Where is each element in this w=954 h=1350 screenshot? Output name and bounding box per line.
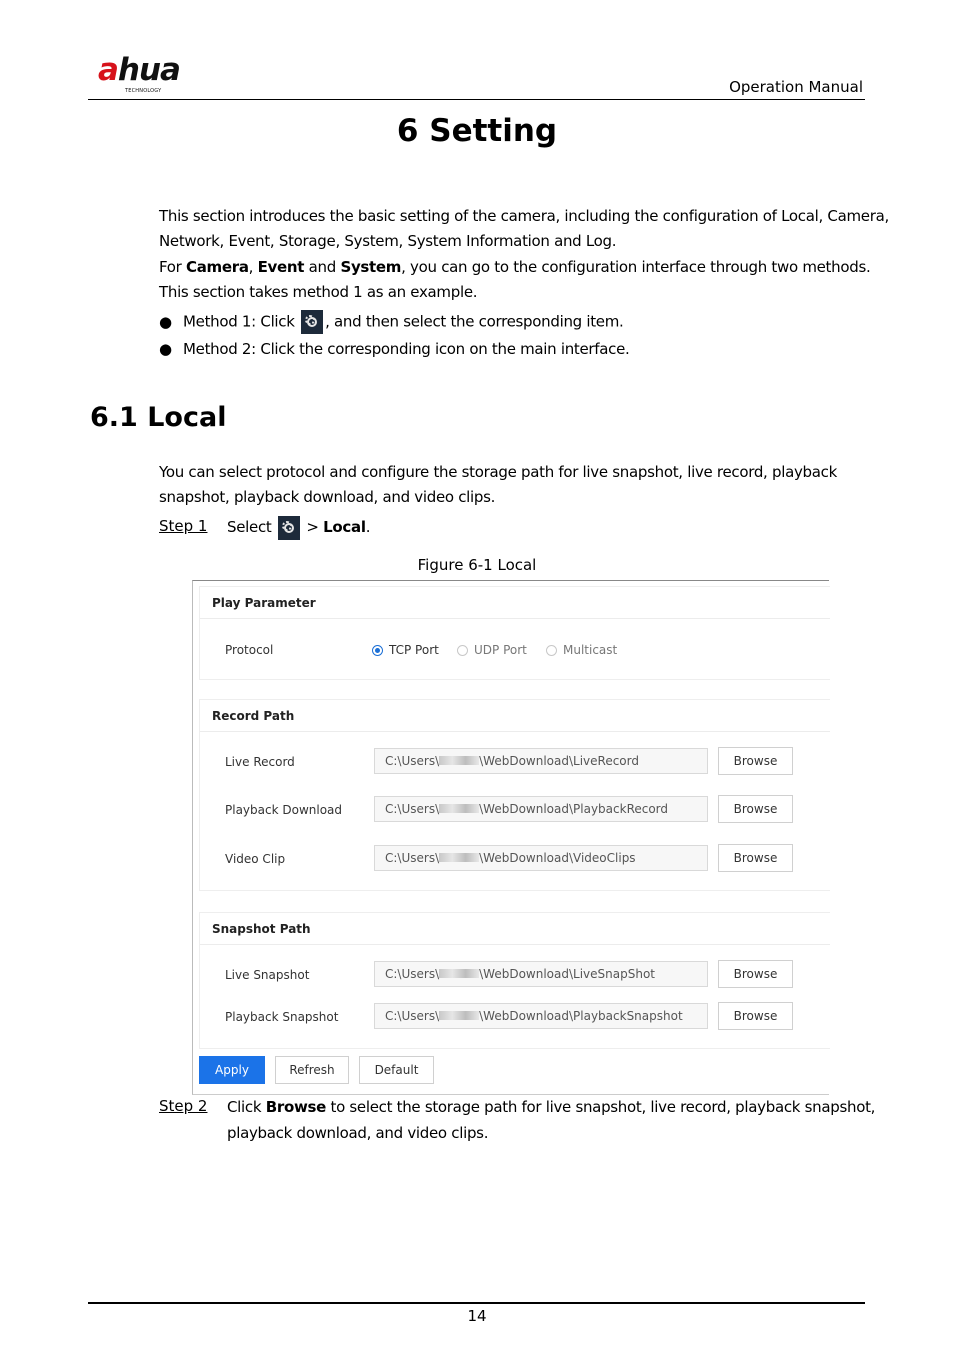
snapshot-path-panel <box>199 912 830 1049</box>
live-snapshot-path: C:\Users\ \WebDownload\LiveSnapShot <box>374 961 708 987</box>
redacted-username <box>439 804 479 813</box>
playback-snapshot-label: Playback Snapshot <box>225 1010 339 1024</box>
step-1-mid: > <box>301 518 324 536</box>
step-1-label: Step 1 <box>159 517 208 535</box>
redacted-username <box>439 1011 479 1020</box>
play-parameter-title: Play Parameter <box>200 587 830 619</box>
page-number: 14 <box>467 1307 487 1325</box>
radio-udp-label: UDP Port <box>474 643 527 657</box>
step-2-browse: Browse <box>265 1098 327 1116</box>
radio-unselected-icon <box>457 645 468 656</box>
intro-l3-pre: For <box>159 258 187 276</box>
step-1-local: Local <box>323 518 366 536</box>
dahua-logo <box>98 52 204 96</box>
default-button[interactable]: Default <box>359 1056 434 1084</box>
radio-tcp-port[interactable] <box>372 643 439 657</box>
radio-unselected-icon <box>546 645 557 656</box>
step-2-line-1 <box>227 1094 875 1120</box>
play-parameter-panel <box>199 586 830 680</box>
header-rule <box>88 99 865 100</box>
intro-line-3 <box>159 255 870 280</box>
record-path-panel <box>199 699 830 891</box>
step-2-post: to select the storage path for live snapshot, live record, playback snapshot, <box>326 1098 876 1116</box>
playback-download-label: Playback Download <box>225 803 343 817</box>
playback-download-path: C:\Users\ \WebDownload\PlaybackRecord <box>374 796 708 822</box>
playback-snapshot-browse-button[interactable]: Browse <box>718 1002 793 1030</box>
live-record-browse-button[interactable]: Browse <box>718 747 793 775</box>
intro-line-2: Network, Event, Storage, System, System Information and Log. <box>159 232 617 250</box>
intro-camera: Camera <box>186 258 249 276</box>
method-2-text: Method 2: Click the corresponding icon on the main interface. <box>183 340 630 358</box>
gear-icon <box>278 516 300 540</box>
radio-udp-port[interactable] <box>457 643 527 657</box>
radio-selected-icon <box>372 645 383 656</box>
step-2-pre: Click <box>227 1098 266 1116</box>
section-intro-line-2: snapshot, playback download, and video clips. <box>159 488 496 506</box>
step-2-label: Step 2 <box>159 1097 208 1115</box>
intro-line-4: This section takes method 1 as an example. <box>159 283 478 301</box>
radio-tcp-label: TCP Port <box>389 643 439 657</box>
chapter-title: 6 Setting <box>396 113 558 149</box>
local-settings-figure <box>192 580 829 1095</box>
playback-snapshot-path: C:\Users\ \WebDownload\PlaybackSnapshot <box>374 1003 708 1029</box>
live-snapshot-browse-button[interactable]: Browse <box>718 960 793 988</box>
figure-caption: Figure 6-1 Local <box>417 556 537 574</box>
method-1-pre: Method 1: Click <box>183 312 300 331</box>
intro-l3-sep1: , <box>248 258 258 276</box>
bullet-dot: ● <box>159 312 172 331</box>
intro-system: System <box>340 258 402 276</box>
logo-a: a <box>98 52 118 88</box>
step-1-pre: Select <box>227 518 276 536</box>
method-1-post: , and then select the corresponding item. <box>325 312 624 331</box>
video-clip-path: C:\Users\ \WebDownload\VideoClips <box>374 845 708 871</box>
intro-l3-sep2: and <box>304 258 341 276</box>
redacted-username <box>439 969 479 978</box>
footer-rule <box>88 1302 865 1304</box>
redacted-username <box>439 756 479 765</box>
refresh-button[interactable]: Refresh <box>275 1056 349 1084</box>
logo-hua: hua <box>117 52 180 88</box>
step-1-post: . <box>365 518 371 536</box>
protocol-label: Protocol <box>225 643 274 657</box>
redacted-username <box>439 853 479 862</box>
step-2-line-2: playback download, and video clips. <box>227 1124 489 1142</box>
live-snapshot-label: Live Snapshot <box>225 968 310 982</box>
video-clip-browse-button[interactable]: Browse <box>718 844 793 872</box>
section-title: 6.1 Local <box>90 402 227 433</box>
logo-subtitle: TECHNOLOGY <box>125 88 162 94</box>
video-clip-label: Video Clip <box>225 852 286 866</box>
step-1-text <box>227 514 370 540</box>
gear-icon <box>301 310 323 334</box>
live-record-path: C:\Users\ \WebDownload\LiveRecord <box>374 748 708 774</box>
snapshot-path-title: Snapshot Path <box>200 913 830 945</box>
radio-multicast[interactable] <box>546 643 617 657</box>
intro-line-1: This section introduces the basic setting of the camera, including the configuration of Local, Camera, <box>159 207 889 225</box>
bullet-method-1 <box>159 310 624 334</box>
apply-button[interactable]: Apply <box>199 1056 265 1084</box>
header-title: Operation Manual <box>729 78 863 96</box>
intro-event: Event <box>257 258 305 276</box>
live-record-label: Live Record <box>225 755 295 769</box>
intro-l3-post: , you can go to the configuration interface through two methods. <box>401 258 871 276</box>
record-path-title: Record Path <box>200 700 830 732</box>
bullet-dot: ● <box>159 340 172 358</box>
radio-multicast-label: Multicast <box>563 643 618 657</box>
bullet-method-2 <box>159 340 630 358</box>
playback-download-browse-button[interactable]: Browse <box>718 795 793 823</box>
section-intro-line-1: You can select protocol and configure the storage path for live snapshot, live record, playback <box>159 463 837 481</box>
